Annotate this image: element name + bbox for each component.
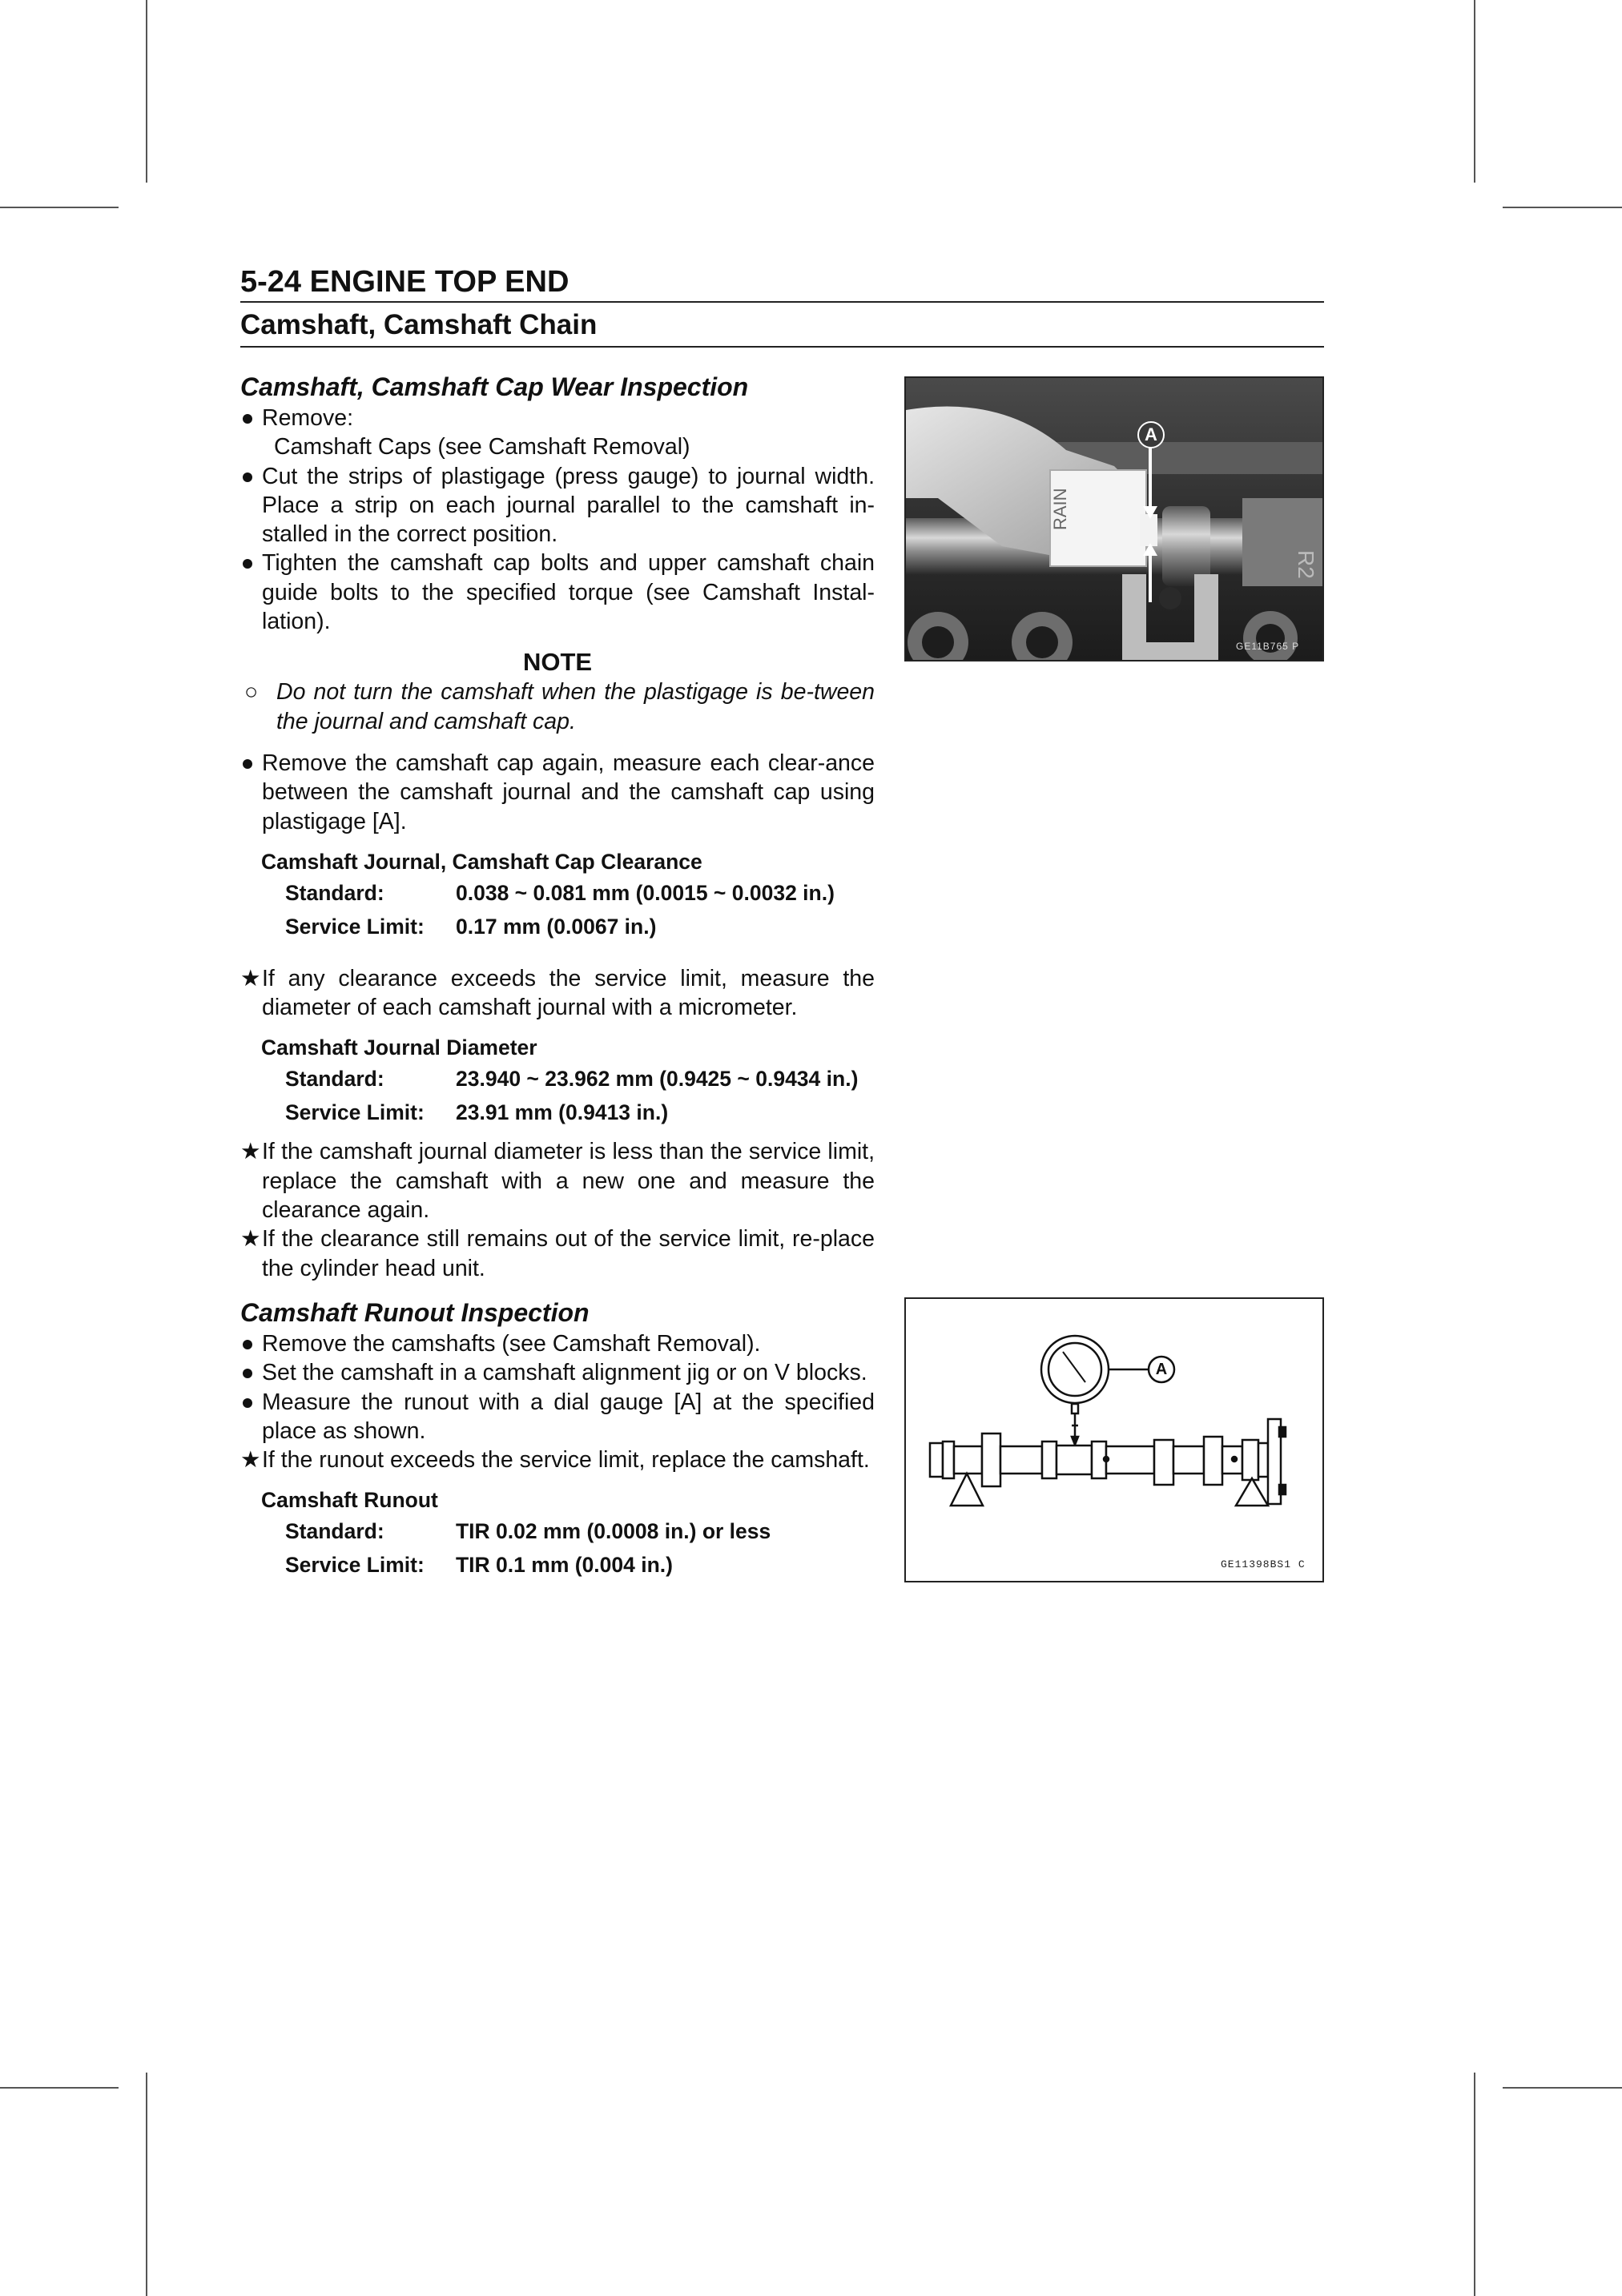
crop-mark xyxy=(1474,0,1475,183)
crop-mark xyxy=(0,207,119,208)
runout-diagram xyxy=(904,1297,1324,1582)
section-rule xyxy=(240,346,1324,348)
page-header xyxy=(240,264,1324,348)
callout-a-badge: A xyxy=(1137,421,1165,448)
diameter-spec xyxy=(240,1033,875,1129)
crop-mark xyxy=(146,0,147,183)
runout-spec xyxy=(240,1486,875,1582)
clearance-spec xyxy=(240,847,875,943)
note-text: ○ Do not turn the camshaft when the plastigage is be-tween the journal and camshaft cap. xyxy=(244,679,875,734)
spec-row-limit: Service Limit: 0.17 mm (0.0067 in.) xyxy=(285,914,657,939)
crop-mark xyxy=(0,2087,119,2089)
list-item: ★ If the clearance still remains out of the service limit, re-place the cylinder head unit. xyxy=(240,1226,875,1281)
spec-row-standard: Standard: 23.940 ~ 23.962 mm (0.9425 ~ 0.9434 in.) xyxy=(285,1067,859,1092)
list-item: Remove: xyxy=(262,405,354,431)
callout-a-badge: A xyxy=(1155,1361,1168,1378)
list-item: ★ If the camshaft journal diameter is less than the service limit, replace the camshaft with a new one and measure the clearance again. xyxy=(240,1139,875,1224)
svg-text:RAIN: RAIN xyxy=(1050,488,1070,530)
figure-code: GE11398BS1 C xyxy=(1221,1558,1306,1570)
list-item: ★ If the runout exceeds the service limit, replace the camshaft. xyxy=(240,1446,875,1474)
spec-title: Camshaft Journal, Camshaft Cap Clearance xyxy=(261,849,702,874)
list-item: ★ If any clearance exceeds the service limit, measure the diameter of each camshaft journal with a micrometer. xyxy=(240,965,875,1021)
runout-illustration xyxy=(906,1299,1322,1581)
note-heading: NOTE xyxy=(522,648,593,677)
cap-wear-heading: Camshaft, Camshaft Cap Wear Inspection xyxy=(240,372,749,401)
photo-illustration xyxy=(906,378,1322,660)
star-icon: ★ xyxy=(240,1447,261,1474)
spec-title: Camshaft Journal Diameter xyxy=(261,1035,537,1060)
crop-mark xyxy=(1503,207,1622,208)
list-item: Tighten the camshaft cap bolts and upper camshaft chain guide bolts to the specified torque (see Camshaft Instal-lation). xyxy=(262,550,875,635)
spec-row-standard: Standard: TIR 0.02 mm (0.0008 in.) or less xyxy=(285,1519,771,1544)
spec-row-limit: Service Limit: TIR 0.1 mm (0.004 in.) xyxy=(285,1553,673,1578)
crop-mark xyxy=(146,2073,147,2296)
svg-text:R2: R2 xyxy=(1294,550,1318,579)
figure-code: GE11B765 P xyxy=(1236,641,1300,652)
star-icon: ★ xyxy=(240,1226,261,1253)
page-title: 5-24 ENGINE TOP END xyxy=(240,265,570,299)
list-item: Remove the camshaft cap again, measure each clear-ance between the camshaft journal and the camshaft cap using plastigage [A]. xyxy=(262,750,875,834)
text-column xyxy=(240,372,875,1590)
header-rule xyxy=(240,301,1324,303)
list-sub-item: Camshaft Caps (see Camshaft Removal) xyxy=(274,434,690,460)
list-item: Measure the runout with a dial gauge [A] at the specified place as shown. xyxy=(262,1389,875,1444)
spec-row-limit: Service Limit: 23.91 mm (0.9413 in.) xyxy=(285,1100,669,1125)
section-title: Camshaft, Camshaft Chain xyxy=(240,309,598,340)
spec-row-standard: Standard: 0.038 ~ 0.081 mm (0.0015 ~ 0.0032 in.) xyxy=(285,880,835,905)
star-icon: ★ xyxy=(240,1139,261,1165)
crop-mark xyxy=(1474,2073,1475,2296)
crop-mark xyxy=(1503,2087,1622,2089)
list-item: Cut the strips of plastigage (press gauge) to journal width. Place a strip on each journal parallel to the camshaft in-stalled in the correct position. xyxy=(262,463,875,548)
plastigage-photo xyxy=(904,376,1324,661)
star-icon: ★ xyxy=(240,965,261,991)
spec-title: Camshaft Runout xyxy=(261,1488,438,1513)
list-item: Remove the camshafts (see Camshaft Removal). xyxy=(262,1330,761,1357)
circle-icon: ○ xyxy=(244,679,259,706)
list-item: Set the camshaft in a camshaft alignment jig or on V blocks. xyxy=(262,1360,867,1386)
runout-heading: Camshaft Runout Inspection xyxy=(240,1297,590,1327)
